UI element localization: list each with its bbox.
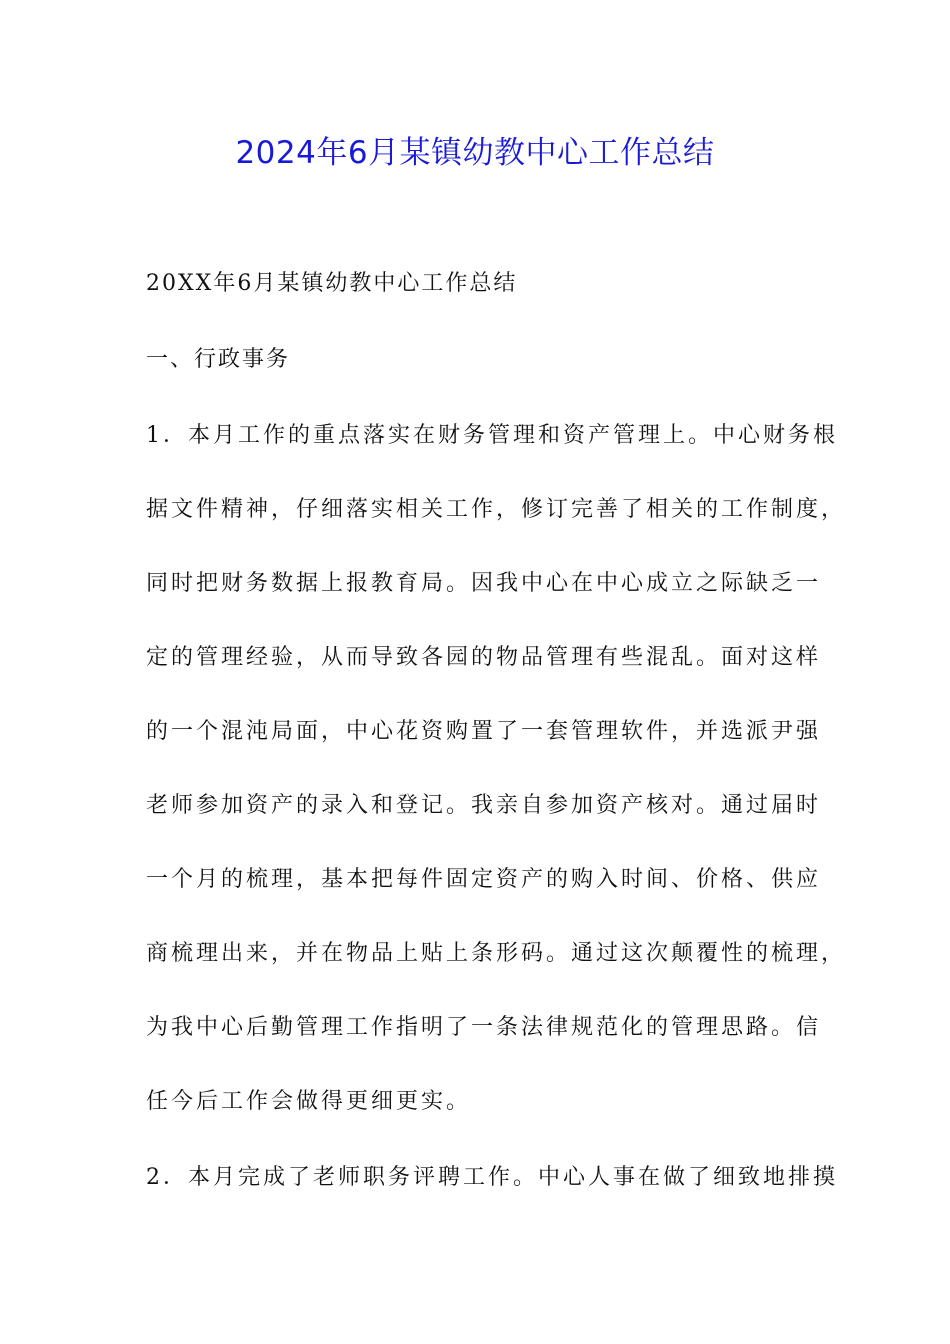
paragraph-line: 商梳理出来，并在物品上贴上条形码。通过这次颠覆性的梳理，	[146, 941, 847, 966]
section-heading: 一、行政事务	[146, 347, 291, 372]
paragraph-line: 据文件精神，仔细落实相关工作，修订完善了相关的工作制度，	[146, 497, 847, 522]
paragraph-line: 定的管理经验，从而导致各园的物品管理有些混乱。面对这样	[146, 645, 822, 670]
paragraph-line: 的一个混沌局面，中心花资购置了一套管理软件，并选派尹强	[146, 719, 822, 744]
paragraph-line: 同时把财务数据上报教育局。因我中心在中心成立之际缺乏一	[146, 571, 822, 596]
paragraph-line: 为我中心后勤管理工作指明了一条法律规范化的管理思路。信	[146, 1015, 822, 1040]
paragraph-line: 老师参加资产的录入和登记。我亲自参加资产核对。通过届时	[146, 793, 822, 818]
paragraph-line: 一个月的梳理，基本把每件固定资产的购入时间、价格、供应	[146, 867, 822, 892]
document-subtitle: 20XX年6月某镇幼教中心工作总结	[146, 271, 518, 296]
paragraph-line: 任今后工作会做得更细更实。	[146, 1089, 472, 1114]
paragraph-line: 2．本月完成了老师职务评聘工作。中心人事在做了细致地排摸	[146, 1165, 838, 1190]
paragraph-line: 1．本月工作的重点落实在财务管理和资产管理上。中心财务根	[146, 423, 838, 448]
document-title: 2024年6月某镇幼教中心工作总结	[235, 135, 715, 171]
